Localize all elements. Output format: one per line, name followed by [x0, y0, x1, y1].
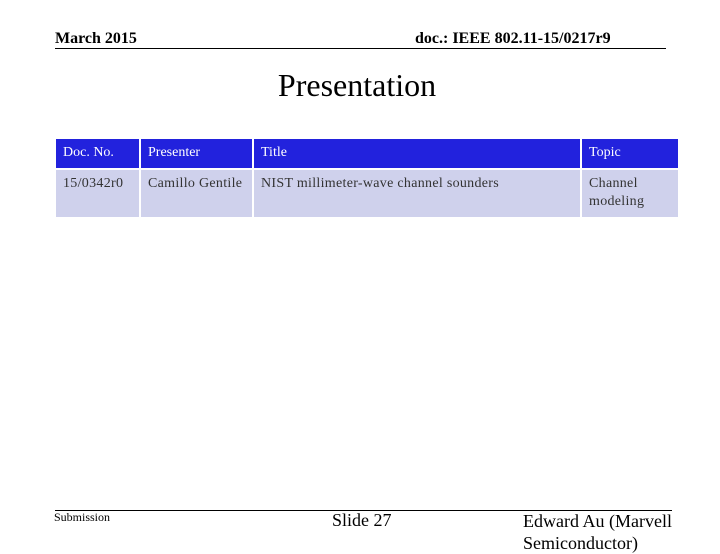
column-header-presenter: Presenter	[140, 138, 253, 169]
cell-topic: Channel modeling	[581, 169, 679, 218]
column-header-doc-no: Doc. No.	[55, 138, 140, 169]
column-header-topic: Topic	[581, 138, 679, 169]
cell-doc-no: 15/0342r0	[55, 169, 140, 218]
table-header-row	[55, 138, 679, 169]
footer-slide-number: Slide 27	[332, 510, 392, 530]
header-date: March 2015	[55, 30, 137, 47]
table-row	[55, 169, 679, 218]
presentation-table	[54, 137, 680, 219]
header-doc-ref: doc.: IEEE 802.11-15/0217r9	[415, 30, 611, 47]
footer-submission: Submission	[54, 510, 111, 524]
header-rule	[55, 48, 666, 49]
footer-author: Edward Au (Marvell Semiconductor)	[523, 511, 672, 553]
cell-presenter: Camillo Gentile	[140, 169, 253, 218]
slide-title: Presentation	[277, 67, 437, 103]
column-header-title: Title	[253, 138, 581, 169]
cell-title: NIST millimeter-wave channel sounders	[253, 169, 581, 218]
